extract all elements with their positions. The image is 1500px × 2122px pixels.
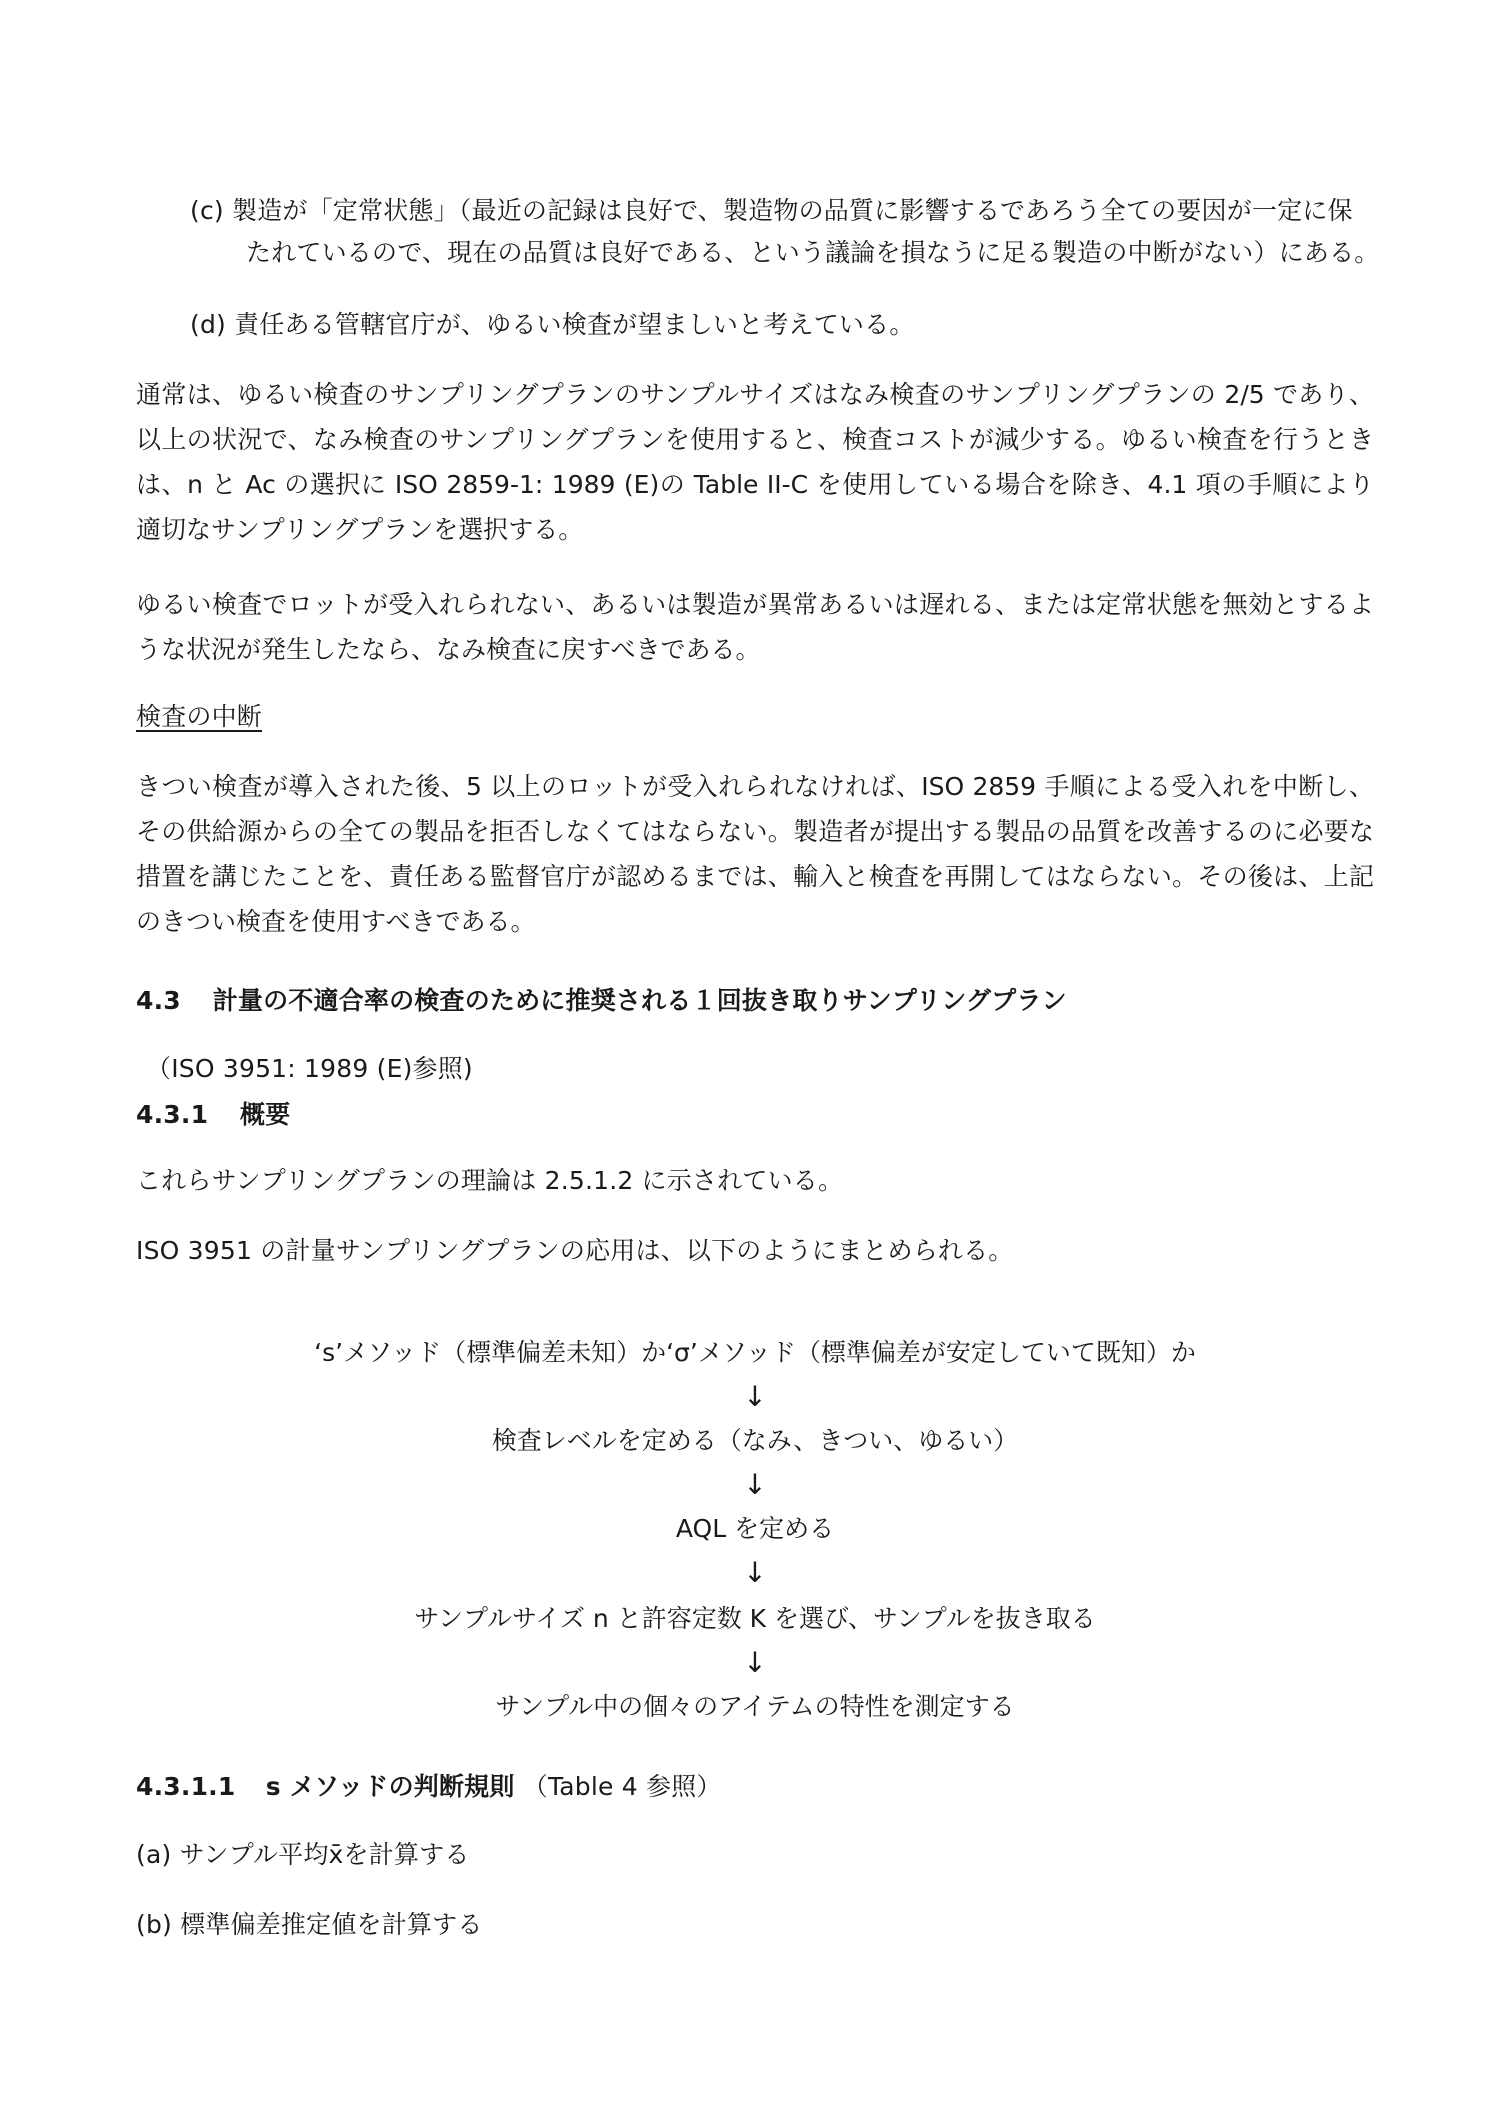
flow-step-4: サンプルサイズ n と許容定数 K を選び、サンプルを抜き取る — [414, 1604, 1096, 1633]
flow-step-5: サンプル中の個々のアイテムの特性を測定する — [495, 1692, 1015, 1721]
section-4-3-title: 計量の不適合率の検査のために推奨される１回抜き取りサンプリングプラン — [212, 986, 1067, 1015]
flow-step-3: AQL を定める — [675, 1514, 835, 1543]
step-a-sample-mean: (a) サンプル平均x̄を計算する — [136, 1840, 470, 1869]
section-4-3-1-heading — [136, 1098, 290, 1132]
paragraph-inspection-suspension: きつい検査が導入された後、5 以上のロットが受入れられなければ、ISO 2859 手順による受入れを中断し、その供給源からの全ての製品を拒否しなくてはならない。製造者が提出する製品の品質を改善するのに必要な措置を講じたことを、責任ある監督官庁が認めるまでは、輸入と検査を再開してはならない。その後は、上記のきつい検査を使用すべきである。 — [136, 772, 1374, 936]
flow-step-2: 検査レベルを定める（なみ、きつい、ゆるい） — [491, 1426, 1019, 1455]
section-4-3-1-1-reference: （Table 4 参照） — [522, 1772, 722, 1801]
section-4-3-1-title: 概要 — [240, 1100, 291, 1129]
flow-step-1: ‘s’メソッド（標準偏差未知）か‘σ’メソッド（標準偏差が安定していて既知）か — [314, 1338, 1196, 1367]
list-item-c-line1: (c) 製造が「定常状態」（最近の記録は良好で、製造物の品質に影響するであろう全ての要因が一定に保 — [190, 196, 1353, 225]
flow-arrow-1: ↓ — [743, 1380, 767, 1413]
section-4-3-heading — [136, 984, 1067, 1018]
list-item-c-line2: たれているので、現在の品質は良好である、という議論を損なうに足る製造の中断がない）にある。 — [246, 238, 1380, 267]
paragraph-reduced-inspection: 通常は、ゆるい検査のサンプリングプランのサンプルサイズはなみ検査のサンプリングプランの 2/5 であり、以上の状況で、なみ検査のサンプリングプランを使用すると、検査コストが減少する。ゆるい検査を行うときは、n と Ac の選択に ISO 2859-1: 1989 (E)の Table II-C を使用している場合を除き、4.1 項の手順により適切なサンプリングプランを選択する。 — [136, 380, 1374, 544]
section-4-3-1-paragraph-1: これらサンプリングプランの理論は 2.5.1.2 に示されている。 — [136, 1166, 844, 1195]
paragraph-return-normal: ゆるい検査でロットが受入れられない、あるいは製造が異常あるいは遅れる、または定常状態を無効とするような状況が発生したなら、なみ検査に戻すべきである。 — [136, 590, 1374, 664]
flow-arrow-3: ↓ — [743, 1556, 767, 1589]
flow-arrow-4: ↓ — [743, 1646, 767, 1679]
section-4-3-reference: （ISO 3951: 1989 (E)参照) — [146, 1054, 473, 1083]
step-b-std-estimate: (b) 標準偏差推定値を計算する — [136, 1910, 483, 1939]
section-4-3-1-1-number: 4.3.1.1 — [136, 1772, 236, 1801]
section-4-3-1-paragraph-2: ISO 3951 の計量サンプリングプランの応用は、以下のようにまとめられる。 — [136, 1236, 1014, 1265]
list-item-d: (d) 責任ある管轄官庁が、ゆるい検査が望ましいと考えている。 — [190, 310, 915, 339]
section-4-3-number: 4.3 — [136, 986, 181, 1015]
heading-inspection-suspension: 検査の中断 — [136, 702, 263, 731]
section-4-3-1-1-heading — [136, 1770, 722, 1804]
flow-arrow-2: ↓ — [743, 1468, 767, 1501]
section-4-3-1-number: 4.3.1 — [136, 1100, 209, 1129]
section-4-3-1-1-title: s メソッドの判断規則 — [265, 1772, 515, 1801]
